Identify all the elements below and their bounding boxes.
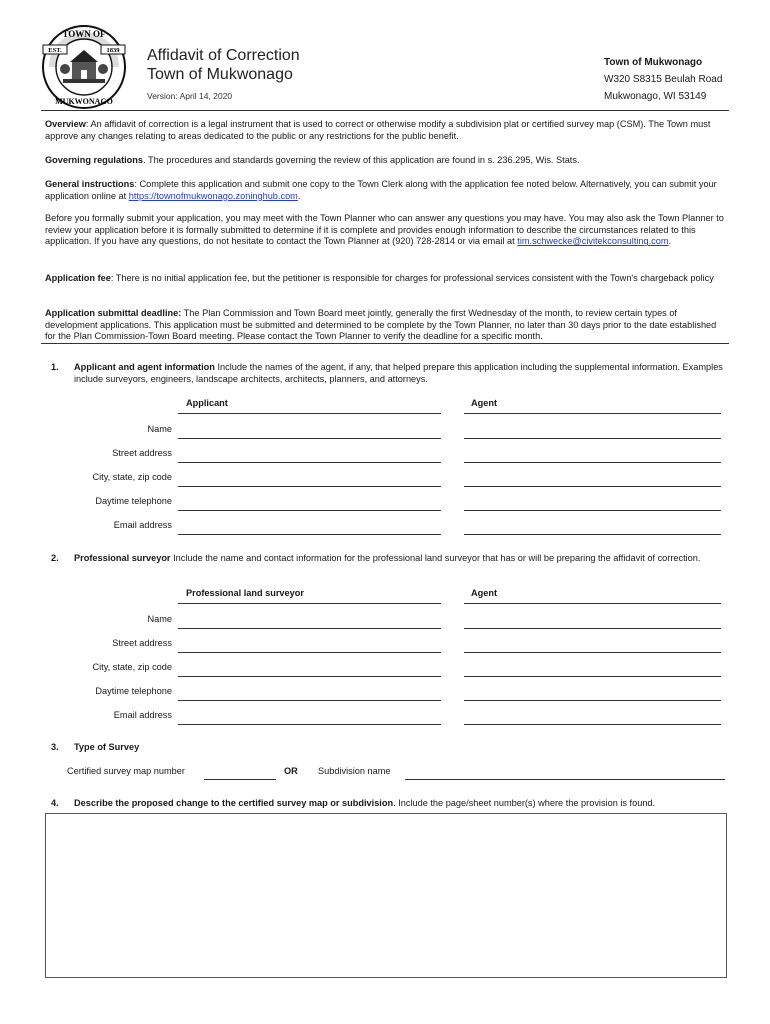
address-street: W320 S8315 Beulah Road [604, 74, 723, 85]
version-text: Version: April 14, 2020 [147, 91, 233, 101]
agent-street-field[interactable] [464, 462, 721, 463]
deadline-paragraph [45, 308, 727, 343]
section1-text: Include the names of the agent, if any, that helped prepare this application including the supplemental information. Examples include surveyors, engineers, landscape architects, architects, planners, and attorneys. [74, 362, 723, 384]
or-label: OR [284, 766, 298, 776]
general-label: General instructions [45, 179, 135, 189]
general-after: . [297, 190, 301, 201]
surveyor-street-label: Street address [112, 638, 172, 648]
section4-description [74, 798, 724, 810]
section2-number: 2. [51, 553, 59, 563]
surveyor-agent-column-header: Agent [471, 588, 498, 598]
surveyor-phone-label: Daytime telephone [95, 686, 172, 696]
before-text: Before you formally submit your application, you may meet with the Town Planner who can answer any questions you may have. You may also ask the Town Planner to review your application before it is formally submitted to determine if it is complete and provides enough information to describe the circumstances related to this application. If you have any questions, do not hesitate to contact the Town Planner at (920) 728-2814 or via email at [45, 213, 724, 247]
overview-text: : An affidavit of correction is a legal instrument that is used to correct or otherwise modify a subdivision plat or certified survey map (CSM). The Town must approve any changes relating to areas dedicated to the public or any restrictions for the public benefit. [45, 119, 711, 141]
deadline-text: The Plan Commission and Town Board meet jointly, generally the first Wednesday of the month, to review certain types of development applications. This application must be submitted and determined to be complete by the Town Planner, no later than 30 days prior to the date established for the Plan Commission-Town Board meeting. Please contact the Town Planner to verify the deadline for a specific month. [45, 308, 717, 342]
fee-paragraph [45, 273, 727, 285]
surveyor-phone-field[interactable] [178, 700, 441, 701]
csm-number-label: Certified survey map number [67, 766, 185, 776]
form-title: Affidavit of Correction [147, 47, 300, 64]
applicant-name-field[interactable] [178, 438, 441, 439]
agent-header-underline [464, 413, 721, 414]
svg-text:TOWN OF: TOWN OF [62, 29, 106, 39]
general-instructions-paragraph [45, 179, 727, 202]
surveyor-city-field[interactable] [178, 676, 441, 677]
svg-text:EST.: EST. [48, 47, 62, 54]
surveyor-email-field[interactable] [178, 724, 441, 725]
governing-text: . The procedures and standards governing the review of this application are found in s. 236.295, Wis. Stats. [143, 155, 580, 165]
applicant-phone-field[interactable] [178, 510, 441, 511]
applicant-phone-label: Daytime telephone [95, 496, 172, 506]
surveyor-name-label: Name [147, 614, 172, 624]
deadline-label: Application submittal deadline: [45, 308, 182, 318]
overview-paragraph [45, 119, 727, 142]
surveyor-column-header: Professional land surveyor [186, 588, 304, 598]
applicant-street-label: Street address [112, 448, 172, 458]
surveyor-agent-header-underline [464, 603, 721, 604]
agent-name-field[interactable] [464, 438, 721, 439]
form-subtitle: Town of Mukwonago [147, 66, 293, 83]
governing-label: Governing regulations [45, 155, 144, 165]
fee-text: : There is no initial application fee, but the petitioner is responsible for charges for professional services consistent with the Town's chargeback policy [110, 273, 714, 283]
section1-description [74, 362, 724, 385]
surveyor-agent-name-field[interactable] [464, 628, 721, 629]
section4-number: 4. [51, 798, 59, 808]
zoninghub-link[interactable]: https://townofmukwonago.zoninghub.com [128, 190, 298, 201]
svg-text:MUKWONAGO: MUKWONAGO [55, 97, 113, 106]
subdivision-name-label: Subdivision name [318, 766, 391, 776]
applicant-header-underline [178, 413, 441, 414]
agent-phone-field[interactable] [464, 510, 721, 511]
surveyor-agent-phone-field[interactable] [464, 700, 721, 701]
svg-text:1839: 1839 [106, 47, 120, 54]
general-text: : Complete this application and submit one copy to the Town Clerk along with the application fee noted below. Alternatively, you can submit your application online at [45, 179, 717, 201]
section2-title: Professional surveyor [74, 553, 171, 563]
surveyor-header-underline [178, 603, 441, 604]
section4-title: Describe the proposed change to the certified survey map or subdivision [74, 798, 394, 808]
surveyor-street-field[interactable] [178, 652, 441, 653]
applicant-street-field[interactable] [178, 462, 441, 463]
section3-title: Type of Survey [74, 742, 140, 752]
applicant-city-label: City, state, zip code [92, 472, 172, 482]
address-name: Town of Mukwonago [604, 57, 703, 68]
applicant-column-header: Applicant [186, 398, 228, 408]
surveyor-email-label: Email address [113, 710, 172, 720]
surveyor-agent-street-field[interactable] [464, 652, 721, 653]
before-submit-paragraph [45, 213, 727, 248]
subdivision-name-field[interactable] [405, 779, 725, 780]
section4-text: . Include the page/sheet number(s) where the provision is found. [393, 798, 656, 808]
surveyor-city-label: City, state, zip code [92, 662, 172, 672]
surveyor-name-field[interactable] [178, 628, 441, 629]
surveyor-agent-email-field[interactable] [464, 724, 721, 725]
applicant-email-field[interactable] [178, 534, 441, 535]
governing-paragraph [45, 155, 727, 167]
applicant-name-label: Name [147, 424, 172, 434]
agent-city-field[interactable] [464, 486, 721, 487]
agent-column-header: Agent [471, 398, 498, 408]
applicant-city-field[interactable] [178, 486, 441, 487]
before-after: . [668, 236, 672, 247]
section2-text: Include the name and contact information for the professional land surveyor that has or will be preparing the affidavit of correction. [170, 553, 701, 563]
intro-divider [41, 343, 729, 344]
planner-email-link[interactable]: tim.schwecke@civitekconsulting.com [517, 236, 669, 247]
town-address [604, 54, 722, 105]
applicant-email-label: Email address [113, 520, 172, 530]
header-divider [41, 110, 729, 111]
section1-title: Applicant and agent information [74, 362, 215, 372]
address-city: Mukwonago, WI 53149 [604, 91, 707, 102]
surveyor-agent-city-field[interactable] [464, 676, 721, 677]
fee-label: Application fee [45, 273, 111, 283]
section2-description [74, 553, 724, 565]
csm-number-field[interactable] [204, 779, 276, 780]
overview-label: Overview [45, 119, 86, 129]
proposed-change-textarea[interactable] [45, 813, 727, 978]
town-seal-logo [41, 24, 127, 110]
section3-number: 3. [51, 742, 59, 752]
section1-number: 1. [51, 362, 59, 372]
agent-email-field[interactable] [464, 534, 721, 535]
